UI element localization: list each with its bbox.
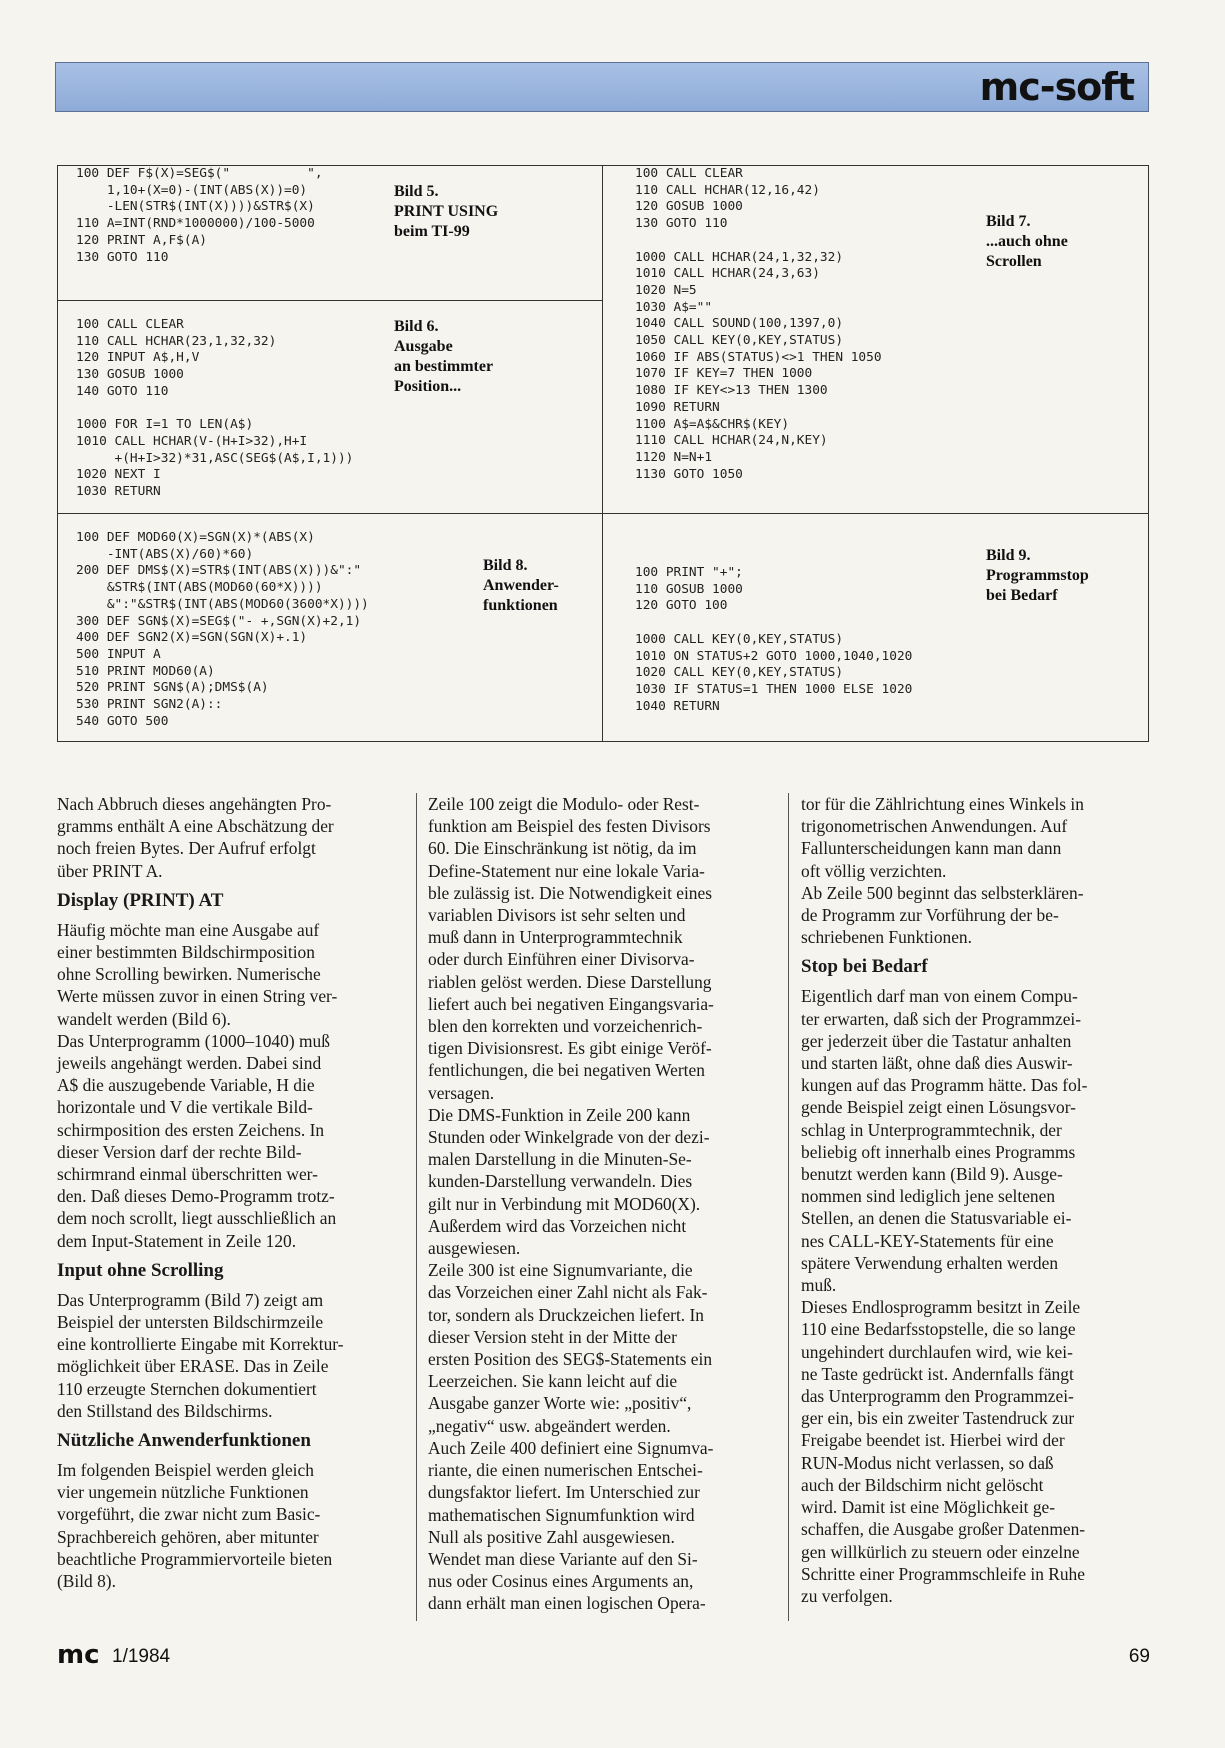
article-column-1: [57, 793, 397, 1592]
column-divider: [416, 793, 417, 1621]
paragraph: tor für die Zählrichtung eines Winkels in trigonometrischen Anwendungen. Auf Fallunterscheidungen kann man dann oft völlig verzichten. Ab Zeile 500 beginnt das selbsterklären- de Programm zur Vorführung der be- schriebenen Funktionen.: [801, 794, 1084, 948]
caption-bild7: Bild 7. ...auch ohne Scrollen: [986, 213, 1068, 270]
figure-bild9: [603, 514, 1148, 741]
paragraph: Zeile 100 zeigt die Modulo- oder Rest- funktion am Beispiel des festen Divisors 60. Die Einschränkung ist nötig, da im Define-Statement nur eine lokale Varia- ble zulässig ist. Die Notwendigkeit eines variablen Divisors ist sehr selten und muß dann in Unterprogrammtechnik oder durch Einführen einer Divisorva- riablen gelöst werden. Diese Darstellung liefert auch bei negativen Eingangsvaria- blen den korrekten und vorzeichenrich- tigen Divisionsrest. Es gibt einige Veröf- fentlichungen, die bei negativen Werten versagen. Die DMS-Funktion in Zeile 200 kann Stunden oder Winkelgrade von der dezi- malen Darstellung in die Minuten-Se- kunden-Darstellung verwandeln. Dies gilt nur in Verbindung mit MOD60(X). Außerdem wird das Vorzeichen nicht ausgewiesen. Zeile 300 ist eine Signumvariante, die das Vorzeichen einer Zahl nicht als Fak- tor, sondern als Druckzeichen liefert. In dieser Version steht in der Mitte der ersten Position des SEG$-Statements ein Leerzeichen. Sie kann leicht auf die Ausgabe ganzer Worte wie: „positiv“, „negativ“ usw. abgeändert werden. Auch Zeile 400 definiert eine Signumva- riante, die einen numerischen Entschei- dungsfaktor liefert. Im Unterschied zur mathematischen Signumfunktion wird Null als positive Zahl ausgewiesen. Wendet man diese Variante auf den Si- nus oder Cosinus eines Arguments an, dann erhält man einen logischen Opera-: [428, 794, 714, 1614]
paragraph: Das Unterprogramm (Bild 7) zeigt am Beispiel der untersten Bildschirmzeile eine kontrollierte Eingabe mit Korrektur- möglichkeit über ERASE. Das in Zeile 110 erzeugte Sternchen dokumentiert den Stillstand des Bildschirms.: [57, 1289, 344, 1421]
code-listing-bild8: 100 DEF MOD60(X)=SGN(X)*(ABS(X) -INT(ABS(X)/60)*60) 200 DEF DMS$(X)=STR$(INT(ABS(X)))&":" &STR$(INT(ABS(MOD60(60*X)))) &":"&STR$(INT(ABS(MOD60(3600*X)))) 300 DEF SGN$(X)=SEG$("- +,SGN(X)+2,1) 400 DEF SGN2(X)=SGN(SGN(X)+.1) 500 INPUT A 510 PRINT MOD60(A) 520 PRINT SGN$(A);DMS$(A) 530 PRINT SGN2(A):: 540 GOTO 500: [76, 530, 369, 729]
section-heading: Input ohne Scrolling: [57, 1259, 224, 1281]
article-column-3: [801, 793, 1141, 1607]
paragraph: Im folgenden Beispiel werden gleich vier ungemein nützliche Funktionen vorgeführt, die zwar nicht zum Basic- Sprachbereich gehören, aber mitunter beachtliche Programmiervorteile bieten (Bild 8).: [57, 1460, 333, 1592]
caption-bild5: Bild 5. PRINT USING beim TI-99: [394, 183, 499, 240]
figure-bild7: [603, 166, 1148, 514]
column-divider: [788, 793, 789, 1621]
mc-magazine-logo: mc: [57, 1640, 100, 1670]
section-header-bar: [55, 62, 1149, 112]
code-listing-bild5: 100 DEF F$(X)=SEG$(" ", 1,10+(X=0)-(INT(ABS(X))=0) -LEN(STR$(INT(X))))&STR$(X) 110 A=INT(RND*1000000)/100-5000 120 PRINT A,F$(A) 130 GOTO 110: [76, 166, 323, 265]
figures-grid: [57, 165, 1149, 742]
article-column-2: [428, 793, 768, 1615]
section-heading: Nützliche Anwenderfunktionen: [57, 1430, 311, 1452]
figure-bild8: [58, 514, 603, 741]
page-number: 69: [1128, 1646, 1150, 1667]
caption-bild9: Bild 9. Programmstop bei Bedarf: [986, 547, 1089, 604]
code-listing-bild7: 100 CALL CLEAR 110 CALL HCHAR(12,16,42) 120 GOSUB 1000 130 GOTO 110 1000 CALL HCHAR(24,1,32,32) 1010 CALL HCHAR(24,3,63) 1020 N=5 1030 A$="" 1040 CALL SOUND(100,1397,0) 1050 CALL KEY(0,KEY,STATUS) 1060 IF ABS(STATUS)<>1 THEN 1050 1070 IF KEY=7 THEN 1000 1080 IF KEY<>13 THEN 1300 1090 RETURN 1100 A$=A$&CHR$(KEY) 1110 CALL HCHAR(24,N,KEY) 1120 N=N+1 1130 GOTO 1050: [635, 166, 882, 482]
section-heading: Display (PRINT) AT: [57, 889, 224, 911]
caption-bild8: Bild 8. Anwender- funktionen: [483, 557, 559, 614]
paragraph: Eigentlich darf man von einem Compu- ter erwarten, daß sich der Programmzei- ger jederzeit über die Tastatur anhalten und starten läßt, ohne daß dies Auswir- kungen auf das Programm hätte. Das fol- gende Beispiel zeigt einen Lösungsvor- schlag in Unterprogrammtechnik, der beliebig oft innerhalb eines Programms benutzt werden kann (Bild 9). Ausge- nommen sind lediglich jene seltenen Stellen, an denen die Statusvariable ei- nes CALL-KEY-Statements für eine spätere Verwendung erhalten werden muß. Dieses Endlosprogramm besitzt in Zeile 110 eine Bedarfsstopstelle, die so lange ungehindert durchlaufen wird, wie kei- ne Taste gedrückt ist. Andernfalls fängt das Unterprogramm den Programmzei- ger ein, bis ein zweiter Tastendruck zur Freigabe beendet ist. Hierbei wird der RUN-Modus nicht verlassen, so daß auch der Bildschirm nicht gelöscht wird. Damit ist eine Möglichkeit ge- schaffen, die Ausgabe großer Datenmen- gen willkürlich zu steuern oder einzelne Schritte einer Programmschleife in Ruhe zu verfolgen.: [801, 986, 1088, 1606]
paragraph: Nach Abbruch dieses angehängten Pro- gramms enthält A eine Abschätzung der noch freien Bytes. Der Aufruf erfolgt über PRINT A.: [57, 794, 334, 881]
section-heading: Stop bei Bedarf: [801, 956, 928, 978]
figure-bild6: [58, 301, 603, 514]
caption-bild6: Bild 6. Ausgabe an bestimmter Position...: [394, 318, 494, 395]
issue-number: 1/1984: [112, 1646, 171, 1667]
code-listing-bild6: 100 CALL CLEAR 110 CALL HCHAR(23,1,32,32) 120 INPUT A$,H,V 130 GOSUB 1000 140 GOTO 110 1000 FOR I=1 TO LEN(A$) 1010 CALL HCHAR(V-(H+I>32),H+I +(H+I>32)*31,ASC(SEG$(A$,I,1))) 1020 NEXT I 1030 RETURN: [76, 317, 354, 500]
figure-bild5: [58, 166, 603, 301]
code-listing-bild9: 100 PRINT "+"; 110 GOSUB 1000 120 GOTO 100 1000 CALL KEY(0,KEY,STATUS) 1010 ON STATUS+2 GOTO 1000,1040,1020 1020 CALL KEY(0,KEY,STATUS) 1030 IF STATUS=1 THEN 1000 ELSE 1020 1040 RETURN: [635, 565, 913, 714]
mc-soft-logo: mc-soft: [979, 65, 1134, 109]
paragraph: Häufig möchte man eine Ausgabe auf einer bestimmten Bildschirmposition ohne Scrolling bewirken. Numerische Werte müssen zuvor in einen String ver- wandelt werden (Bild 6). Das Unterprogramm (1000–1040) muß jeweils angehängt werden. Dabei sind A$ die auszugebende Variable, H die horizontale und V die vertikale Bild- schirmposition des ersten Zeichens. In dieser Version darf der rechte Bild- schirmrand einmal überschritten wer- den. Daß dieses Demo-Programm trotz- dem noch scrollt, liegt ausschließlich an dem Input-Statement in Zeile 120.: [57, 919, 338, 1251]
